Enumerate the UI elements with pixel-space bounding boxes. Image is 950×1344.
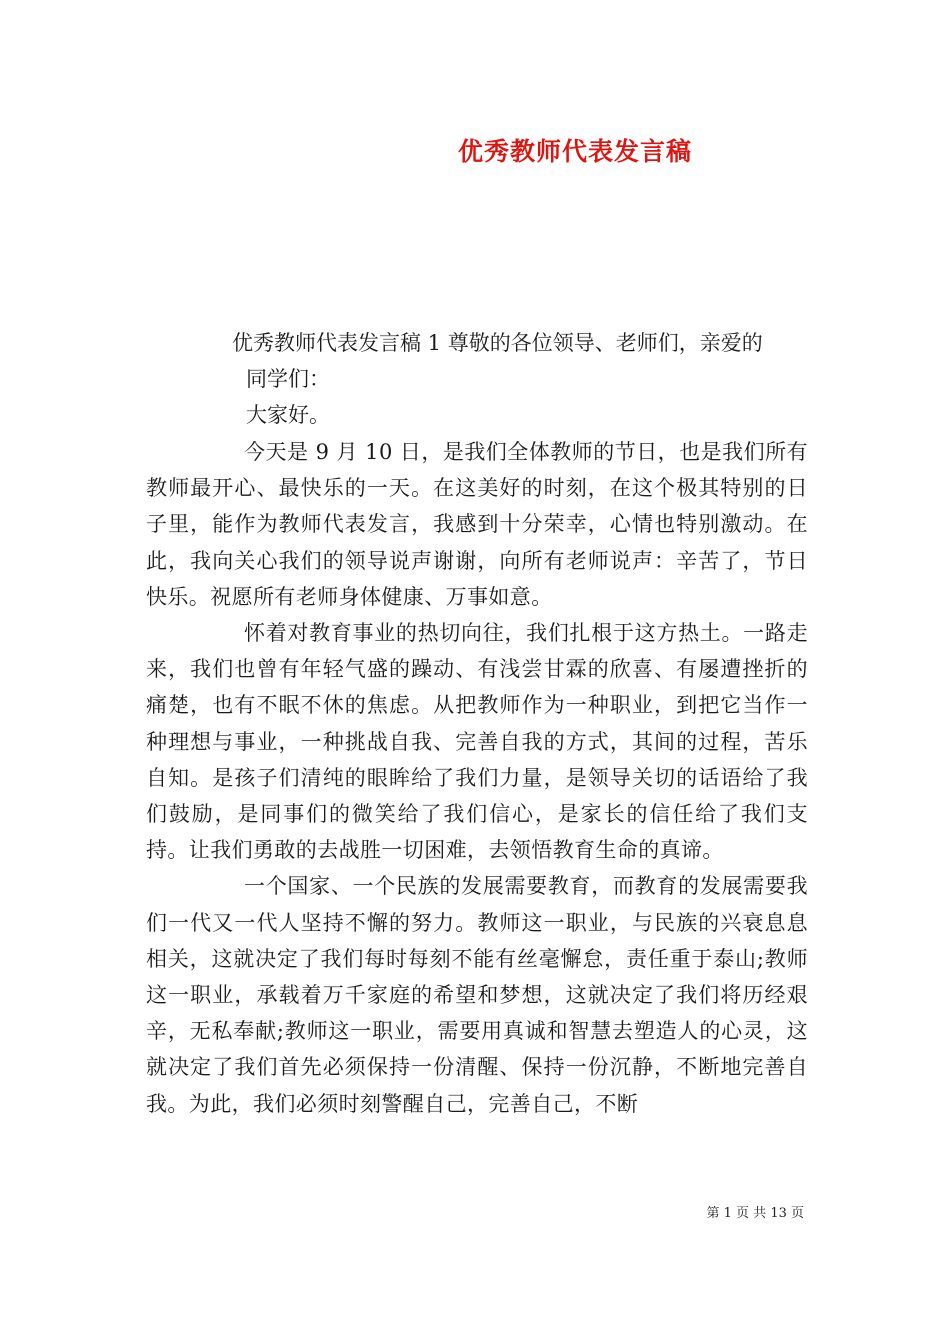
greeting: 大家好。 bbox=[246, 403, 330, 427]
page-number: 第 1 页 共 13 页 bbox=[706, 1206, 804, 1221]
paragraph: 今天是 9 月 10 日，是我们全体教师的节日，也是我们所有教师最开心、最快乐的一天。在这美好的时刻，在这个极其特别的日子里，能作为教师代表发言，我感到十分荣幸，心情也特别激动。在此，我向关心我们的领导说声谢谢，向所有老师说声：辛苦了，节日快乐。祝愿所有老师身体健康、万事如意。 bbox=[146, 440, 808, 609]
body-text bbox=[146, 434, 808, 1122]
intro-line: 优秀教师代表发言稿 1 尊敬的各位领导、老师们，亲爱的 bbox=[232, 331, 763, 355]
paragraph: 一个国家、一个民族的发展需要教育，而教育的发展需要我们一代又一代人坚持不懈的努力。教师这一职业，与民族的兴衰息息相关，这就决定了我们每时每刻不能有丝毫懈怠，责任重于泰山;教师这一职业，承载着万千家庭的希望和梦想，这就决定了我们将历经艰辛，无私奉献;教师这一职业，需要用真诚和智慧去塑造人的心灵，这就决定了我们首先必须保持一份清醒、保持一份沉静，不断地完善自我。为此，我们必须时刻警醒自己，完善自己，不断 bbox=[146, 874, 808, 1116]
paragraph: 怀着对教育事业的热切向往，我们扎根于这方热土。一路走来，我们也曾有年轻气盛的躁动、有浅尝甘霖的欣喜、有屡遭挫折的痛楚，也有不眠不休的焦虑。从把教师作为一种职业，到把它当作一种理想与事业，一种挑战自我、完善自我的方式，其间的过程，苦乐自知。是孩子们清纯的眼眸给了我们力量，是领导关切的话语给了我们鼓励，是同事们的微笑给了我们信心，是家长的信任给了我们支持。让我们勇敢的去战胜一切困难，去领悟教育生命的真谛。 bbox=[146, 621, 808, 863]
document-title: 优秀教师代表发言稿 bbox=[457, 137, 692, 166]
intro-line-continued: 同学们： bbox=[246, 367, 330, 391]
